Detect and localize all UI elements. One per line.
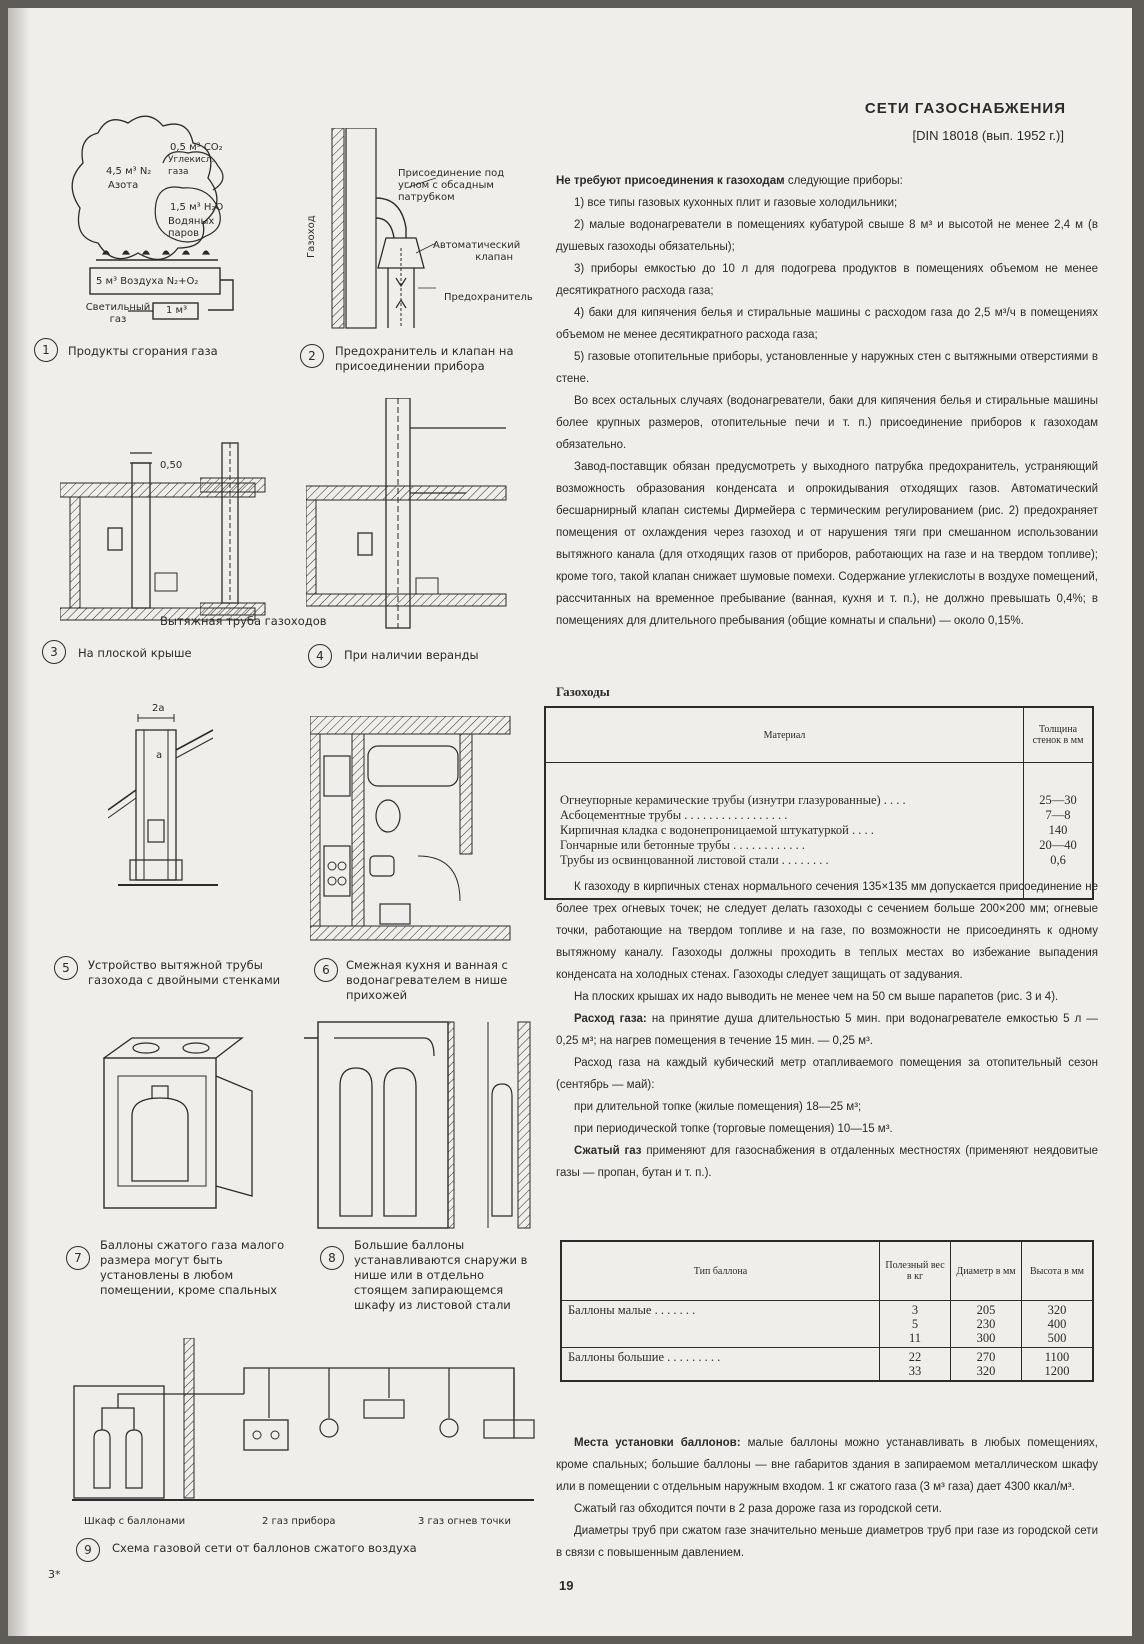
figure-1-label-co2-word: Углекисл. газа (168, 155, 215, 177)
list-item-3: 3) приборы емкостью до 10 л для подогрева продуктов в помещениях объемом не менее десятикратного расхода газа; (556, 263, 1098, 297)
figure-5-caption: Устройство вытяжной трубы газохода с двойными стенками (88, 958, 281, 987)
table-row (561, 1301, 1093, 1348)
figure-3-label-height: 0,50 (160, 460, 183, 471)
flues-material: Трубы из освинцованной листовой стали . . . . . . . . (560, 853, 829, 867)
figure-9-caption: Схема газовой сети от баллонов сжатого воздуха (112, 1541, 417, 1555)
figure-1-label-h2o: 1,5 м³ H₂O (170, 202, 224, 213)
paragraph-3: Завод-поставщик обязан предусмотреть у выходного патрубка предохранитель, устраняющий возможность образования конденсата и опрокидывания отходящих газов. Автоматический бесшарнирный клапан системы Дирмейера с термическим регулированием (рис. 2) предохраняет помещения от охлаждения через газоход и от нарушения тяги при смешанном использовании вытяжного канала (для отходящих газов от приборов, работающих на газе и на твердом топливе); кроме того, такой клапан снижает шумовые помехи. Содержание углекислоты в воздухе помещений, рассчитанных на временное пребывание (ванная, кухня и т. п.), не должно превышать 0,4%; в помещениях для длительного пребывания (общие комнаты и спальни) — около 0,15%. (556, 461, 1098, 627)
paragraph-7a: при длительной топке (жилые помещения) 18—25 м³; (574, 1101, 862, 1113)
cylinders-table (560, 1240, 1094, 1382)
text-column-middle (556, 876, 1098, 1184)
list-item-4: 4) баки для кипячения белья и стиральные машины с расходом газа до 2,5 м³/ч в помещениях объемом не менее десятикратного расхода газа; (556, 307, 1098, 341)
figure-2-label-connection: Присоединение под углом с обсадным патрубком (398, 168, 505, 203)
figure-2-drawing (326, 128, 533, 338)
figure-2-caption: Предохранитель и клапан на присоединении прибора (335, 344, 514, 373)
paragraph-6-bold: Расход газа: (574, 1013, 647, 1025)
figure-7-drawing (102, 1036, 262, 1216)
figure-5-drawing (108, 710, 223, 890)
paragraph-1-bold: Не требуют присоединения к газоходам (556, 175, 785, 187)
cylinders-type: Баллоны малые . . . . . . . (568, 1303, 696, 1317)
flues-table-header-thickness: Толщина стенок в мм (1024, 707, 1094, 763)
figure-7-caption: Баллоны сжатого газа малого размера могут быть установлены в любом помещении, кроме спальных (100, 1238, 285, 1297)
cylinders-table-header-type: Тип баллона (561, 1241, 880, 1301)
flues-thickness: 25—30 (1039, 793, 1077, 807)
figure-8-number: 8 (320, 1246, 344, 1270)
table-row (561, 1348, 1093, 1382)
cylinders-heights: 1100 1200 (1022, 1348, 1094, 1382)
cylinders-weights: 3 5 11 (880, 1301, 951, 1348)
figure-1-label-h2o-word: Водяных паров (168, 216, 215, 239)
figure-7-number: 7 (66, 1246, 90, 1270)
figure-1-number: 1 (34, 338, 58, 362)
text-column-bottom (556, 1432, 1098, 1564)
figure-9-number: 9 (76, 1538, 100, 1562)
figure-9-label-appliances: 2 газ прибора (262, 1516, 336, 1527)
figure-1-caption: Продукты сгорания газа (68, 344, 218, 358)
figure-3-caption: На плоской крыше (78, 646, 192, 660)
figure-1-label-1m3: 1 м³ (166, 305, 188, 316)
flues-thickness: 0,6 (1050, 853, 1066, 867)
figure-9-label-fire-points: 3 газ огнев точки (418, 1516, 511, 1527)
figures-3-4-common-caption: Вытяжная труба газоходов (160, 614, 327, 628)
figure-4-number: 4 (308, 644, 332, 668)
page-number: 19 (559, 1578, 574, 1593)
flues-heading: Газоходы (556, 684, 610, 699)
page-shadow (8, 8, 30, 1636)
paragraph-7b: при периодической топке (торговые помещения) 10—15 м³. (574, 1123, 893, 1135)
paragraph-1-rest: следующие приборы: (784, 175, 903, 187)
paragraph-9-rest: малые баллоны можно устанавливать в любых помещениях, кроме спальных; большие баллоны — вне габаритов здания в запираемом металлическом шкафу или в помещении с отдельным наружным входом. 1 кг сжатого газа (3 м³ газа) дает 4300 ккал/м³. (556, 1437, 1098, 1493)
cylinders-diameters: 205 230 300 (951, 1301, 1022, 1348)
paragraph-6-rest: на принятие душа длительностью 5 мин. при водонагревателе емкостью 5 л — 0,25 м³; на нагрев помещения в течение 15 мин. — 0,25 м³. (556, 1013, 1098, 1047)
flues-material: Гончарные или бетонные трубы . . . . . . . . . . . . (560, 838, 805, 852)
cylinders-type: Баллоны большие . . . . . . . . . (561, 1348, 880, 1382)
figure-4-caption: При наличии веранды (344, 648, 479, 662)
flues-thickness: 7—8 (1045, 808, 1071, 822)
paragraph-7: Расход газа на каждый кубический метр отапливаемого помещения за отопительный сезон (сентябрь — май): (556, 1057, 1098, 1091)
paragraph-9 (556, 1432, 1098, 1498)
figure-3b-drawing (200, 438, 270, 628)
flues-table (544, 706, 1094, 900)
flues-thickness: 140 (1048, 823, 1068, 837)
figure-9-label-cabinet: Шкаф с баллонами (84, 1516, 186, 1527)
figure-1-label-air: 5 м³ Воздуха N₂+O₂ (96, 276, 199, 287)
paragraph-4: К газоходу в кирпичных стенах нормального сечения 135×135 мм допускается присоединение не более трех огневых точек; не следует делать газоходы с сечением больше 200×200 мм; огневые точки, работающие на твердом топливе и на газе, по возможности не присоединять к одному вытяжному каналу. Газоходы должны проходить в теплых местах во избежание выпадения конденсата на холодных стенах. Газоходы следует защищать от задувания. (556, 881, 1098, 981)
figure-1-label-nitrogen-word: Азота (108, 180, 139, 191)
figure-8-drawing (304, 1016, 534, 1236)
cylinders-heights: 320 400 500 (1022, 1301, 1094, 1348)
figure-2-label-safety-device: Предохранитель (444, 292, 533, 303)
paragraph-9-bold: Места установки баллонов: (574, 1437, 741, 1449)
figure-5-label-a: a (156, 750, 163, 761)
flues-material: Кирпичная кладка с водонепроницаемой штукатуркой . . . . (560, 823, 874, 837)
figure-5-number: 5 (54, 956, 78, 980)
figure-6-drawing (310, 716, 518, 946)
paragraph-8-bold: Сжатый газ (574, 1145, 642, 1157)
list-item-1: 1) все типы газовых кухонных плит и газовые холодильники; (574, 197, 898, 209)
figure-6-number: 6 (314, 958, 338, 982)
figure-8-caption: Большие баллоны устанавливаются снаружи в нише или в отдельно стоящем запирающемся шкафу из листовой стали (354, 1238, 528, 1312)
figure-1-label-co2: 0,5 м³ CO₂ (170, 142, 223, 153)
book-page (8, 8, 1132, 1636)
paragraph-5: На плоских крышах их надо выводить не менее чем на 50 см выше парапетов (рис. 3 и 4). (574, 991, 1059, 1003)
cylinders-weights: 22 33 (880, 1348, 951, 1382)
paragraph-11: Диаметры труб при сжатом газе значительно меньше диаметров труб при газе из городской сети в связи с повышенным давлением. (556, 1525, 1098, 1559)
figure-3-number: 3 (42, 640, 66, 664)
cylinders-table-header-diameter: Диаметр в мм (951, 1241, 1022, 1301)
section-title: СЕТИ ГАЗОСНАБЖЕНИЯ (864, 100, 1066, 117)
flues-material: Огнеупорные керамические трубы (изнутри глазурованные) . . . . (560, 793, 906, 807)
figure-1-label-nitrogen: 4,5 м³ N₂ (106, 166, 152, 177)
paragraph-8 (556, 1140, 1098, 1184)
figure-9-drawing (64, 1338, 544, 1508)
figure-2-label-flue: Газоход (306, 215, 317, 258)
flues-table-header-material: Материал (545, 707, 1024, 763)
flues-material: Асбоцементные трубы . . . . . . . . . . . . . . . . . (560, 808, 788, 822)
list-item-5: 5) газовые отопительные приборы, установленные у наружных стен с вытяжными отверстиями в стене. (556, 351, 1098, 385)
figure-2-label-auto-valve: Автоматический клапан (433, 240, 521, 263)
cylinders-table-header-weight: Полезный вес в кг (880, 1241, 951, 1301)
figure-1-label-lighting-gas: Светильный газ (85, 302, 151, 325)
paragraph-10: Сжатый газ обходится почти в 2 раза дороже газа из городской сети. (574, 1503, 942, 1515)
figure-6-caption: Смежная кухня и ванная с водонагревателем в нише прихожей (346, 958, 508, 1002)
cylinders-table-header-height: Высота в мм (1022, 1241, 1094, 1301)
figure-4-drawing (306, 398, 511, 633)
cylinders-diameters: 270 320 (951, 1348, 1022, 1382)
text-column-top (556, 170, 1098, 632)
figure-5-label-2a: 2a (152, 703, 165, 714)
signature-mark: 3* (48, 1568, 61, 1581)
figure-2-number: 2 (300, 344, 324, 368)
standard-reference: [DIN 18018 (вып. 1952 г.)] (912, 128, 1064, 143)
flues-thickness: 20—40 (1039, 838, 1077, 852)
list-item-2: 2) малые водонагреватели в помещениях кубатурой свыше 8 м³ и высотой не менее 2,4 м (в душевых газоходы обязательны); (556, 219, 1098, 253)
paragraph-6 (556, 1008, 1098, 1052)
paragraph-1 (556, 170, 1098, 192)
paragraph-2: Во всех остальных случаях (водонагреватели, баки для кипячения белья и стиральные машины более крупных размеров, отопительные печи и т. п.) присоединение приборов к газоходам обязательно. (556, 395, 1098, 451)
paragraph-8-rest: применяют для газоснабжения в отдаленных местностях (применяют неядовитые газы — пропан, бутан и т. п.). (556, 1145, 1098, 1179)
